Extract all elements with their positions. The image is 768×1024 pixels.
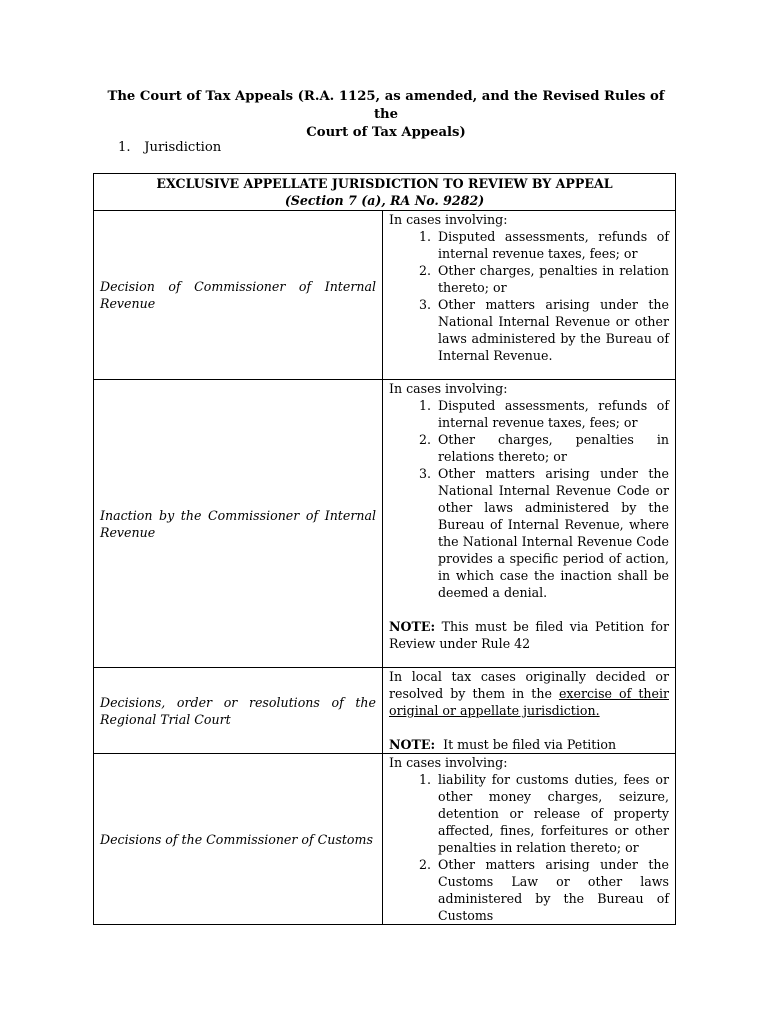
list-item: 2. Other matters arising under the Customs Law or other laws administered by the Bureau of Customs xyxy=(435,856,669,924)
row-intro: In cases involving: xyxy=(389,755,508,770)
row-content xyxy=(383,668,676,754)
row-intro: In cases involving: xyxy=(389,381,508,396)
section-heading xyxy=(118,139,221,157)
list-item: 1. Disputed assessments, refunds of internal revenue taxes, fees; or xyxy=(435,228,669,262)
list-item: 2. Other charges, penalties in relation thereto; or xyxy=(435,262,669,296)
row-list xyxy=(389,228,669,364)
row-subject: Decision of Commissioner of Internal Revenue xyxy=(94,211,383,380)
table-row xyxy=(94,668,676,754)
table-subheading: (Section 7 (a), RA No. 9282) xyxy=(284,193,485,208)
table-header xyxy=(94,174,676,211)
row-list xyxy=(389,397,669,601)
table-row xyxy=(94,380,676,668)
title-line-2: Court of Tax Appeals) xyxy=(306,125,466,140)
document-title xyxy=(96,88,676,142)
list-item: 1. Disputed assessments, refunds of internal revenue taxes, fees; or xyxy=(435,397,669,431)
list-item: 3. Other matters arising under the National Internal Revenue or other laws administered by the Bureau of Internal Revenue. xyxy=(435,296,669,364)
jurisdiction-table xyxy=(93,173,676,925)
row-content xyxy=(383,380,676,668)
row-subject: Decisions, order or resolutions of the Regional Trial Court xyxy=(94,668,383,754)
row-subject: Decisions of the Commissioner of Customs xyxy=(94,754,383,925)
title-line-1: The Court of Tax Appeals (R.A. 1125, as amended, and the Revised Rules of the xyxy=(107,89,665,122)
row-text-plain: In local tax cases originally decided or resolved by them in the xyxy=(389,669,669,701)
row-text xyxy=(389,669,669,718)
note-text: It must be filed via Petition xyxy=(435,737,617,752)
section-number: 1. xyxy=(118,140,131,155)
table-row xyxy=(94,754,676,925)
list-item: 3. Other matters arising under the National Internal Revenue Code or other laws administered by the Bureau of Internal Revenue, where the National Internal Revenue Code provides a specific period of action, in which case the inaction shall be deemed a denial. xyxy=(435,465,669,601)
table-heading: EXCLUSIVE APPELLATE JURISDICTION TO REVIEW BY APPEAL xyxy=(156,176,613,191)
table-header-row xyxy=(94,174,676,211)
row-content xyxy=(383,754,676,925)
note-text: This must be filed via Petition for Review under Rule 42 xyxy=(389,619,669,651)
table-row xyxy=(94,211,676,380)
list-item: 2. Other charges, penalties in relations thereto; or xyxy=(435,431,669,465)
row-intro: In cases involving: xyxy=(389,212,508,227)
row-subject: Inaction by the Commissioner of Internal Revenue xyxy=(94,380,383,668)
note-label: NOTE: xyxy=(389,619,436,634)
row-note xyxy=(389,736,669,753)
row-content xyxy=(383,211,676,380)
list-item: 1. liability for customs duties, fees or other money charges, seizure, detention or release of property affected, fines, forfeitures or other penalties in relation thereto; or xyxy=(435,771,669,856)
row-list xyxy=(389,771,669,924)
row-note xyxy=(389,618,669,652)
section-label: Jurisdiction xyxy=(144,140,222,155)
row-text-underlined: exercise of their original or appellate jurisdiction. xyxy=(389,686,669,718)
note-label: NOTE: xyxy=(389,737,436,752)
